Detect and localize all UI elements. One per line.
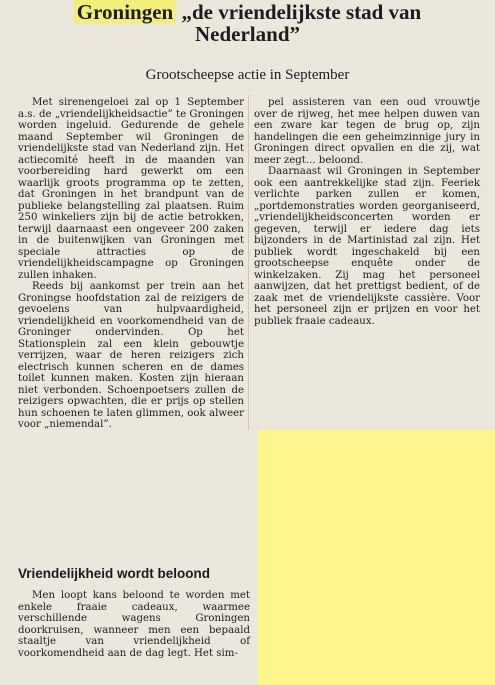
headline <box>0 0 495 45</box>
headline-line-1 <box>0 1 495 23</box>
yellow-sticky-area <box>258 430 495 685</box>
paragraph: pel assisteren van een oud vrouwtje over de rijweg, het mee helpen duwen van een zware kar tegen de brug op, zijn handelingen die een geheimzinnige jury in Groningen direct opvallen en die zij, wat meer zegt... beloond. <box>254 97 480 166</box>
paragraph: Reeds bij aankomst per trein aan het Groningse hoofdstation zal de reizigers de gevoelens van hulpvaardigheid, vriendelijkheid en voorkomendheid van de Groninger ondervinden. Op het Stationsplein zal een klein gebouwtje verrijzen, waar de heren reizigers zich electrisch kunnen scheren en de dames toilet kunnen maken. Kosten zijn hieraan niet verbonden. Schoenpoetsers zullen de reizigers opwachten, die er prijs op stellen hun schoenen te laten glimmen, ook alweer voor „niemendal”. <box>18 281 244 430</box>
subheadline: Grootscheepse actie in September <box>145 67 350 83</box>
section-heading: Vriendelijkheid wordt beloond <box>18 566 211 581</box>
paragraph: Men loopt kans beloond te worden met enkele fraaie cadeaux, waarmee verschillende wagens Groningen doorkruisen, wanneer men een bepaald staaltje van vriendelijkheid of voorkomendheid aan de dag legt. Het sim- <box>18 590 250 659</box>
headline-city: Groningen <box>74 0 176 24</box>
column-divider <box>248 95 249 430</box>
headline-rest: „de vriendelijkste stad van <box>181 0 422 24</box>
paragraph: Met sirenengeloei zal op 1 September a.s. de „vriendelijkheidsactie” te Groningen worden ingeluid. Gedurende de gehele maand September wil Groningen de vriendelijkste stad van Nederland zijn. Het actiecomité heeft in de maanden van voorbereiding hard gewerkt om een waarlijk groots programma op te zetten, dat Groningen in het brandpunt van de publieke belangstelling zal plaatsen. Ruim 250 winkeliers zijn bij de actie betrokken, terwijl daarnaast een ongeveer 200 zaken in de buitenwijken van Groningen met speciale attracties op de vriendelijkheidscampagne op Groningen zullen inhaken. <box>18 97 244 281</box>
paragraph: Daarnaast wil Groningen in September ook een aantrekkelijke stad zijn. Feeriek verlichte parken zullen er komen, „portdemonstraties worden georganiseerd, „vriendelijkheidsconcerten worden er gegeven, terwijl er iedere dag iets bijzonders in de Martinistad zal zijn. Het publiek wordt ingeschakeld bij een grootscheepse enquête onder de winkelzaken. Zij mag het personeel aanwijzen, dat het prettigst bedient, of de zaak met de vriendelijkste cassière. Voor het personeel zijn er prijzen en voor het publiek fraaie cadeaux. <box>254 166 480 327</box>
section-body <box>18 590 250 659</box>
headline-line-2: Nederland” <box>195 22 300 46</box>
right-column <box>254 97 480 327</box>
left-column <box>18 97 244 431</box>
